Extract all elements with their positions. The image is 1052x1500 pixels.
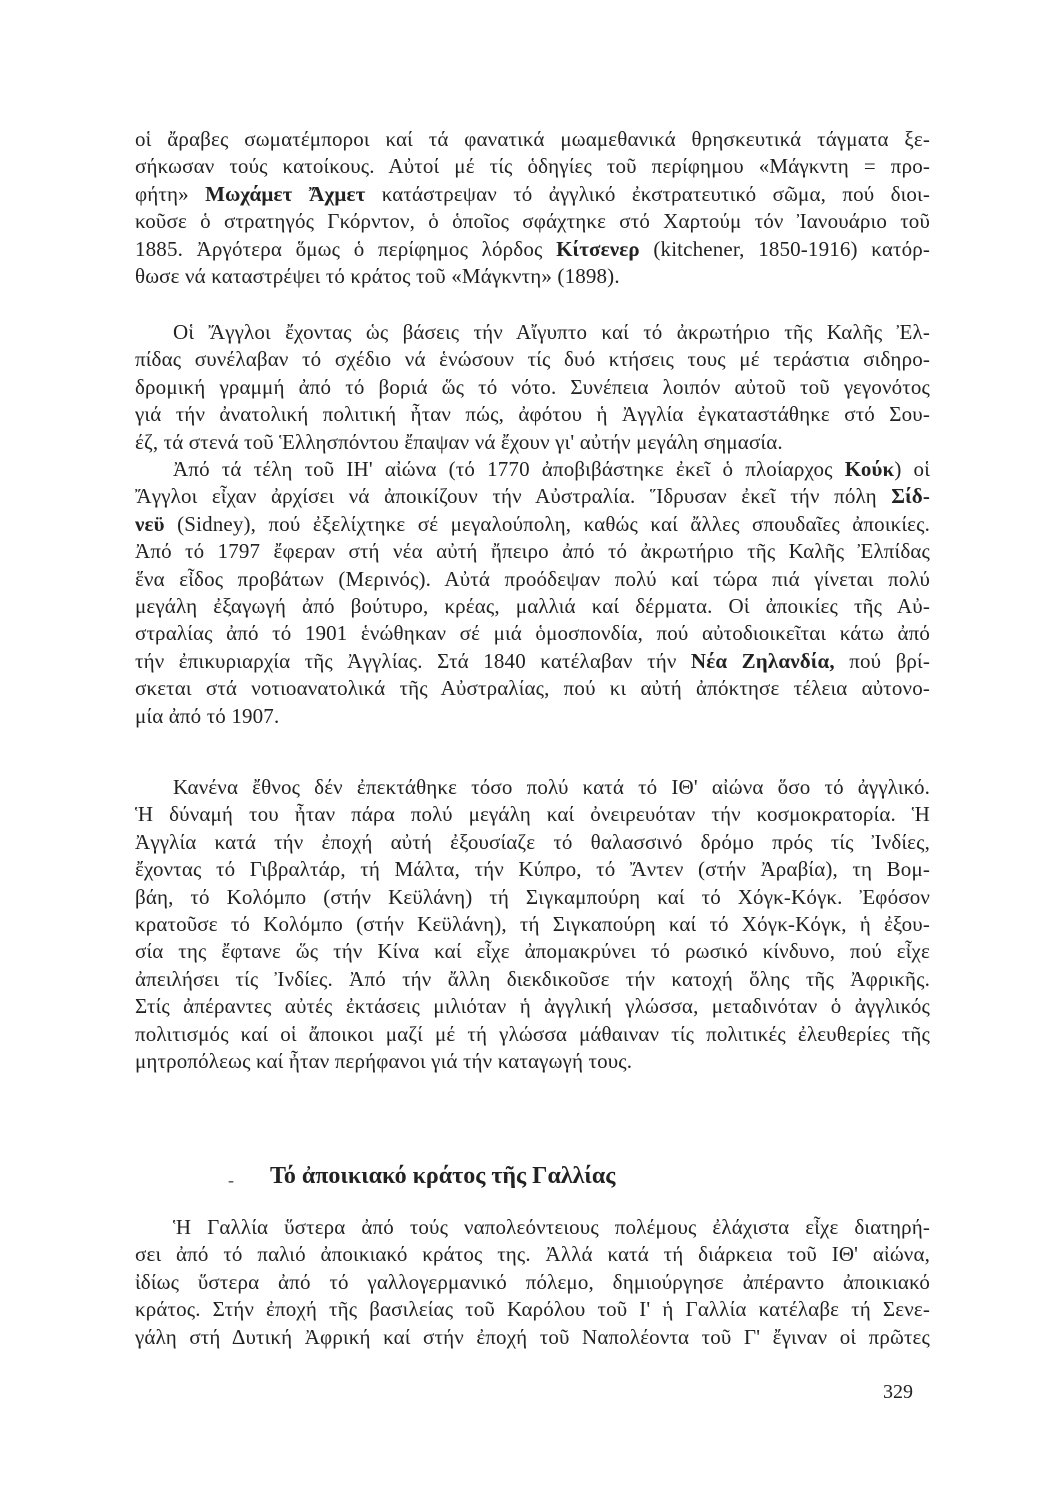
name-sydney: Σίδ- (891, 484, 930, 509)
text-line: Ἡ δύναμή του ἦταν πάρα πολύ μεγάλη καί ὀνειρευόταν τήν κοσμοκρατορία. Ἡ (135, 802, 930, 827)
text-line: ἕνα εἶδος προβάτων (Μερινός). Αὐτά προόδεψαν πολύ καί τώρα πιά γίνεται πολύ (135, 566, 930, 591)
name-new-zealand: Νέα Ζηλανδία, (690, 648, 835, 673)
name-kitchener: Κίτσενερ (556, 236, 640, 261)
text-line: ἀπειλήσει τίς Ἰνδίες. Ἀπό τήν ἄλλη διεκδικοῦσε τήν κατοχή ὅλης τῆς Ἀφρικῆς. (135, 966, 930, 991)
text-line: Ἄγγλοι εἶχαν ἀρχίσει νά ἀποικίζουν τήν Αὐστραλία. Ἵδρυσαν ἐκεῖ τήν πόλη Σίδ- (135, 484, 930, 509)
text-line: γάλη στή Δυτική Ἀφρική καί στήν ἐποχή τοῦ Ναπολέοντα τοῦ Γ' ἔγιναν οἱ πρῶτες (135, 1324, 930, 1349)
name-sydney-cont: νεϋ (135, 511, 165, 536)
text-line: πολιτισμός καί οἱ ἄποικοι μαζί μέ τή γλώσσα μάθαιναν τίς πολιτικές ἐλευθερίες τῆς (135, 1021, 930, 1046)
text-line: γιά τήν ἀνατολική πολιτική ἦταν πώς, ἀφότου ἡ Ἀγγλία ἐγκαταστάθηκε στό Σου- (135, 402, 930, 427)
paragraph-1 (135, 126, 930, 290)
text-line: κράτος. Στήν ἐποχή τῆς βασιλείας τοῦ Καρόλου τοῦ Ι' ἡ Γαλλία κατέλαβε τή Σενε- (135, 1297, 930, 1322)
text-line: σκεται στά νοτιοανατολικά τῆς Αὐστραλίας, πού κι αὐτή ἀπόκτησε τέλεια αὐτονο- (135, 676, 930, 701)
text-line: κρατοῦσε τό Κολόμπο (στήν Κεϋλάνη), τή Σιγκαπούρη καί τό Χόγκ-Κόγκ, ἡ ἐξου- (135, 911, 930, 936)
paragraph-2 (135, 319, 930, 456)
heading-bullet: - (228, 1170, 234, 1190)
text-line: βάη, τό Κολόμπο (στήν Κεϋλάνη) τή Σιγκαμπούρη καί τό Χόγκ-Κόγκ. Ἐφόσον (135, 884, 930, 909)
text-line: στραλίας ἀπό τό 1901 ἑνώθηκαν σέ μιά ὁμοσπονδία, πού αὐτοδιοικεῖται κάτω ἀπό (135, 621, 930, 646)
section-heading: Τό ἀποικιακό κράτος τῆς Γαλλίας (270, 1163, 616, 1189)
text-line: ἰδίως ὕστερα ἀπό τό γαλλογερμανικό πόλεμο, δημιούργησε ἀπέραντο ἀποικιακό (135, 1269, 930, 1294)
text-line: δρομική γραμμή ἀπό τό βοριά ὥς τό νότο. Συνέπεια λοιπόν αὐτοῦ τοῦ γεγονότος (135, 374, 930, 399)
text-line: μητροπόλεως καί ἦταν περήφανοι γιά τήν καταγωγή τους. (135, 1048, 633, 1073)
text-line: μία ἀπό τό 1907. (135, 703, 280, 728)
paragraph-3 (135, 456, 930, 730)
text-line: Ἀπό τό 1797 ἔφεραν στή νέα αὐτή ἤπειρο ἀπό τό ἀκρωτήριο τῆς Καλῆς Ἐλπίδας (135, 539, 930, 564)
text-line: οἱ ἄραβες σωματέμποροι καί τά φανατικά μωαμεθανικά θρησκευτικά τάγματα ξε- (135, 127, 930, 151)
text-line: Ἡ Γαλλία ὕστερα ἀπό τούς ναπολεόντειους πολέμους ἐλάχιστα εἶχε διατηρή- (173, 1215, 930, 1239)
name-cook: Κούκ (844, 457, 895, 481)
text-line: Ἀγγλία κατά τήν ἐποχή αὐτή ἐξουσίαζε τό θαλασσινό δρόμο πρός τίς Ἰνδίες, (135, 829, 930, 854)
text-line: Στίς ἀπέραντες αὐτές ἐκτάσεις μιλιόταν ἡ ἀγγλική γλώσσα, μεταδινόταν ὁ ἀγγλικός (135, 994, 930, 1019)
text-line: 1885. Ἀργότερα ὅμως ὁ περίφημος λόρδος Κίτσενερ (kitchener, 1850-1916) κατόρ- (135, 236, 930, 261)
text-line: σει ἀπό τό παλιό ἀποικιακό κράτος της. Ἀλλά κατά τή διάρκεια τοῦ ΙΘ' αἰώνα, (135, 1242, 930, 1267)
text-line: πίδας συνέλαβαν τό σχέδιο νά ἑνώσουν τίς δυό κτήσεις τους μέ τεράστια σιδηρο- (135, 347, 930, 372)
text-line: τήν ἐπικυριαρχία τῆς Ἀγγλίας. Στά 1840 κατέλαβαν τήν Νέα Ζηλανδία, πού βρί- (135, 648, 930, 673)
text-line: Κανένα ἔθνος δέν ἐπεκτάθηκε τόσο πολύ κατά τό ΙΘ' αἰώνα ὅσο τό ἀγγλικό. (173, 775, 930, 799)
text-line: νεϋ (Sidney), πού ἐξελίχτηκε σέ μεγαλούπολη, καθώς καί ἄλλες σπουδαῖες ἀποικίες. (135, 511, 930, 536)
text-line: σία της ἔφτανε ὥς τήν Κίνα καί εἶχε ἀπομακρύνει τό ρωσικό κίνδυνο, πού εἶχε (135, 939, 930, 964)
text-line: κοῦσε ὁ στρατηγός Γκόρντον, ὁ ὁποῖος σφάχτηκε στό Χαρτούμ τόν Ἰανουάριο τοῦ (135, 209, 930, 234)
text-line: φήτη» Μωχάμετ Ἄχμετ κατάστρεψαν τό ἀγγλικό ἐκστρατευτικό σῶμα, πού διοι- (135, 181, 930, 206)
paragraph-4 (135, 774, 930, 1075)
text-line: έζ, τά στενά τοῦ Ἑλλησπόντου ἔπαψαν νά ἔχουν γι' αὐτήν μεγάλη σημασία. (135, 429, 783, 454)
paragraph-5 (135, 1214, 930, 1351)
text-line: μεγάλη ἐξαγωγή ἀπό βούτυρο, κρέας, μαλλιά καί δέρματα. Οἱ ἀποικίες τῆς Αὐ- (135, 593, 930, 618)
text-line: Οἱ Ἄγγλοι ἔχοντας ὡς βάσεις τήν Αἴγυπτο καί τό ἀκρωτήριο τῆς Καλῆς Ἐλ- (173, 320, 930, 344)
page-number: 329 (883, 1381, 913, 1403)
text-line: Ἀπό τά τέλη τοῦ ΙΗ' αἰώνα (τό 1770 ἀποβιβάστηκε ἐκεῖ ὁ πλοίαρχος Κούκ) οἱ (173, 457, 930, 481)
name-mohammed-ahmed: Μωχάμετ Ἄχμετ (205, 181, 366, 206)
text-line: ἔχοντας τό Γιβραλτάρ, τή Μάλτα, τήν Κύπρο, τό Ἄντεν (στήν Ἀραβία), τη Βομ- (135, 857, 930, 882)
text-line: θωσε νά καταστρέψει τό κράτος τοῦ «Μάγκντη» (1898). (135, 263, 620, 288)
text-line: σήκωσαν τούς κατοίκους. Αὐτοί μέ τίς ὁδηγίες τοῦ περίφημου «Μάγκντη = προ- (135, 154, 930, 179)
